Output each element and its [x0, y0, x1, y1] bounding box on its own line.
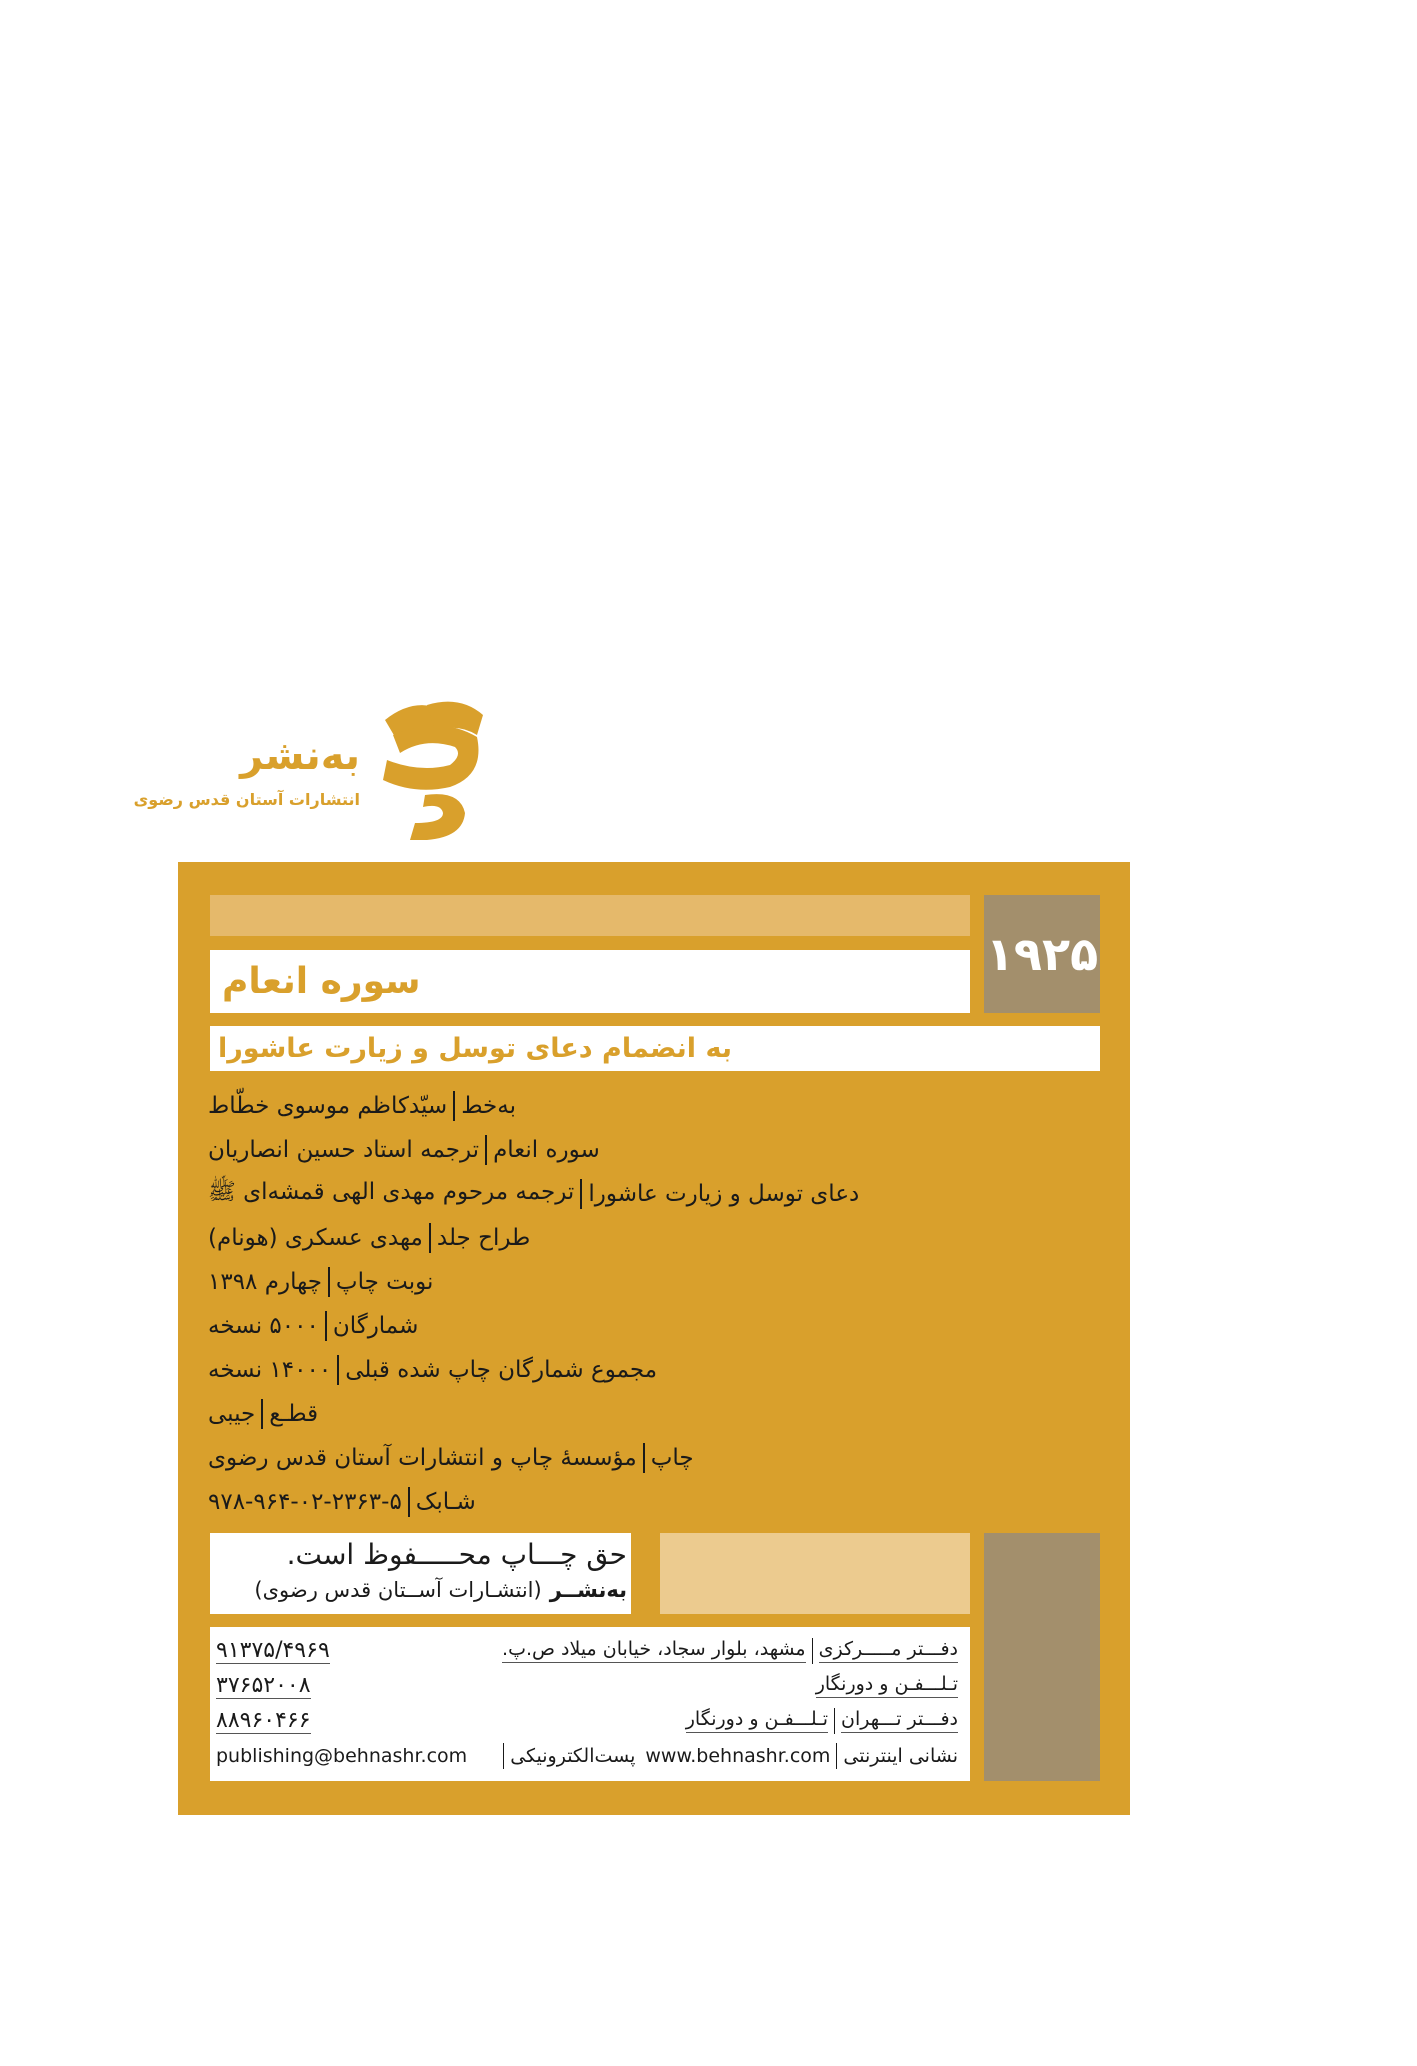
- decorative-bar: [210, 895, 970, 936]
- colophon-panel: [178, 862, 1130, 1815]
- central-po-box: ۹۱۳۷۵/۴۹۶۹: [216, 1637, 330, 1663]
- divider: [643, 1443, 645, 1473]
- divider: [429, 1223, 431, 1253]
- divider: [408, 1487, 410, 1517]
- credit-value: مؤسسهٔ چاپ و انتشارات آستان قدس رضوی: [208, 1445, 637, 1471]
- divider: [485, 1135, 487, 1165]
- credit-value: سیّدکاظم موسوی خطّاط: [208, 1093, 448, 1119]
- divider: [325, 1311, 327, 1341]
- credit-label: دعای توسل و زیارت عاشورا: [588, 1181, 860, 1207]
- divider: [580, 1179, 582, 1209]
- central-phone: ۳۷۶۵۲۰۰۸: [216, 1672, 311, 1698]
- credit-value: ۱۴۰۰۰ نسخه: [208, 1357, 332, 1383]
- book-title-box: [210, 950, 970, 1013]
- divider: [836, 1743, 837, 1769]
- email-label: پست‌الکترونیکی: [510, 1744, 636, 1767]
- credit-value: ۹۷۸-۹۶۴-۰۲-۲۳۶۳-۵: [208, 1489, 402, 1515]
- credit-row: [208, 1172, 938, 1216]
- behnashr-logo-mark: [365, 695, 485, 840]
- copyright-notice: حق چـــاپ محـــــفوظ است.: [286, 1538, 627, 1571]
- credit-row: [208, 1260, 938, 1304]
- book-subtitle-box: [210, 1026, 1100, 1071]
- divider: [503, 1743, 504, 1769]
- address-row-central: [216, 1633, 958, 1668]
- credit-row: [208, 1084, 938, 1128]
- credit-value: جیبی: [208, 1401, 256, 1427]
- credit-label: قطـع: [269, 1401, 319, 1427]
- credit-row: [208, 1436, 938, 1480]
- web-label: نشانی اینترنتی: [843, 1744, 958, 1767]
- copyright-publisher: [210, 1573, 627, 1607]
- address-row-web: [216, 1738, 958, 1773]
- central-phone-label: تـلـــفـن و دورنگار: [816, 1673, 958, 1698]
- copyright-box: [210, 1533, 631, 1614]
- central-office-label: دفـــتر مـــــرکزی: [819, 1638, 958, 1663]
- book-subtitle: به انضمام دعای توسل و زیارت عاشورا: [218, 1033, 732, 1064]
- credit-label: طراح جلد: [436, 1225, 531, 1251]
- address-row-tehran: [216, 1703, 958, 1738]
- divider: [337, 1355, 339, 1385]
- divider: [453, 1091, 455, 1121]
- brand-subtitle: انتشارات آستان قدس رضوی: [133, 790, 360, 809]
- publisher-full: (انتشـارات آســتان قدس رضوی): [254, 1578, 542, 1602]
- website-link[interactable]: www.behnashr.com: [645, 1744, 831, 1767]
- tehran-phone: ۸۸۹۶۰۴۶۶: [216, 1707, 311, 1733]
- credit-label: نوبت چاپ: [335, 1269, 434, 1295]
- credit-value: چهارم ۱۳۹۸: [208, 1269, 322, 1295]
- credit-row: [208, 1216, 938, 1260]
- tehran-phone-label: تـلـــفـن و دورنگار: [686, 1708, 828, 1733]
- credit-label: سوره انعام: [493, 1137, 600, 1163]
- book-number: ۱۹۲۵: [984, 895, 1100, 1013]
- address-box: [210, 1627, 970, 1781]
- divider: [328, 1267, 330, 1297]
- credit-label: مجموع شمارگان چاپ شده قبلی: [345, 1357, 658, 1383]
- brand-name: به‌نشر: [240, 733, 360, 779]
- credit-label: شمارگان: [332, 1313, 419, 1339]
- credit-label: چاپ: [650, 1445, 694, 1471]
- credit-value: ۵۰۰۰ نسخه: [208, 1313, 319, 1339]
- credit-row: [208, 1348, 938, 1392]
- credit-value: ترجمه استاد حسین انصاریان: [208, 1137, 480, 1163]
- publisher-short: به‌نشــر: [549, 1578, 627, 1602]
- credit-row: [208, 1128, 938, 1172]
- divider: [834, 1708, 835, 1734]
- decorative-side-box: [984, 1533, 1100, 1781]
- credit-row: [208, 1392, 938, 1436]
- publisher-logo: [133, 695, 495, 840]
- central-office-address: مشهد، بلوار سجاد، خیابان میلاد ص.پ.: [502, 1638, 806, 1663]
- credit-row: [208, 1304, 938, 1348]
- decorative-box: [660, 1533, 970, 1614]
- credits-list: [208, 1084, 938, 1524]
- credit-value: مهدی عسکری (هونام): [208, 1225, 423, 1251]
- credit-value: ترجمه مرحوم مهدی الهی قمشه‌ای ﷺ: [208, 1179, 575, 1205]
- credit-label: شـابک: [415, 1489, 476, 1515]
- tehran-office-label: دفـــتر تـــهران: [841, 1708, 958, 1733]
- divider: [261, 1399, 263, 1429]
- email-link[interactable]: publishing@behnashr.com: [216, 1744, 468, 1767]
- credit-label: به‌خط: [461, 1093, 516, 1119]
- credit-row: [208, 1480, 938, 1524]
- book-title: سوره انعام: [222, 961, 421, 1002]
- address-row-central-phone: [216, 1668, 958, 1703]
- divider: [812, 1638, 813, 1664]
